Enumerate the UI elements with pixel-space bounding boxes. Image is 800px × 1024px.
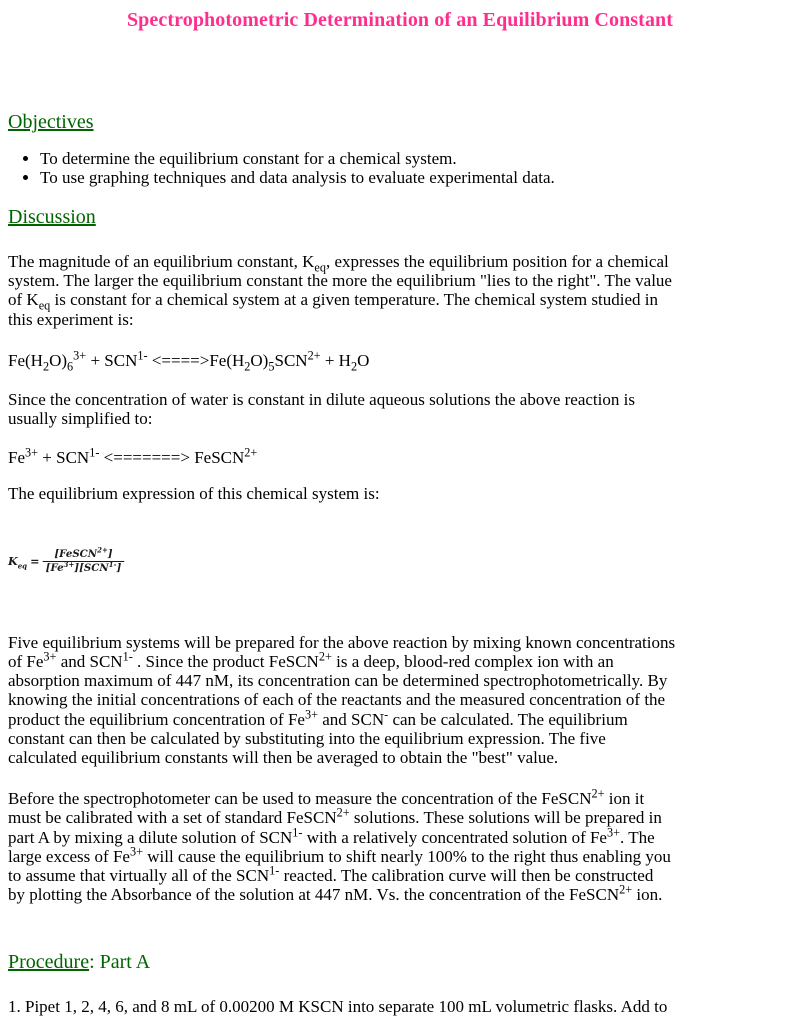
text-fragment: , expresses the equilibrium position for a chemical [325,252,669,271]
superscript: 1- [122,649,133,664]
text-fragment: <====>Fe(H [147,350,245,370]
spacer [8,329,800,351]
heading-discussion [0,205,800,230]
superscript: 2+ [97,546,108,555]
superscript: 2+ [244,445,258,460]
paragraph-five-systems-line7: calculated equilibrium constants will then be averaged to obtain the "best" value. [8,748,559,768]
superscript: 2+ [336,805,350,820]
text-fragment: to assume that virtually all of the SCN [8,866,270,886]
heading-discussion-label: Discussion [8,206,96,228]
superscript: 3+ [43,649,57,664]
paragraph-calibration-line4 [8,844,800,866]
subscript: eq [17,561,28,570]
spacer [8,370,800,390]
paragraph-calibration-line3 [8,825,800,847]
objectives-list [0,149,800,187]
superscript: 1- [137,348,148,363]
discussion-body [0,252,800,503]
text-fragment: [FeSCN [54,548,98,560]
title-spacer [0,32,800,110]
subscript: 2 [350,359,358,374]
spacer [0,187,800,205]
spacer [0,975,800,997]
heading-procedure [0,950,800,975]
text-fragment: product the equilibrium concentration of Fe [8,709,305,729]
text-fragment: Fe(H [8,350,43,370]
superscript: 1- [89,445,100,460]
keq-fraction [43,546,125,575]
superscript: 2+ [307,348,321,363]
superscript: 2+ [591,786,605,801]
paragraph-five-systems-line4: knowing the initial concentrations of each of the reactants and the measured concentration of the [8,690,666,710]
superscript: 3+ [73,348,87,363]
subscript: 2 [244,359,251,374]
text-fragment: of K [8,290,39,310]
heading-objectives [0,110,800,135]
subscript: eq [38,298,51,313]
paragraph-five-systems-line5 [8,706,800,729]
paragraph-calibration-line6 [8,882,800,905]
superscript: - [384,706,389,721]
paragraph-keq-intro-line4: this experiment is: [8,309,134,329]
superscript: 2+ [318,649,332,664]
heading-objectives-label: Objectives [8,111,94,133]
spacer [8,428,800,448]
equation-simplified [8,445,800,468]
text-fragment: O) [250,350,269,370]
text-fragment: Before the spectrophotometer can be used to measure the concentration of the FeSCN [8,789,592,809]
text-fragment: . The [620,827,655,847]
paragraph-keq-intro-line1 [8,252,800,275]
keq-formula-image [8,546,124,575]
text-fragment: with a relatively concentrated solution of Fe [302,827,607,847]
paragraph-calibration-line1 [8,786,800,809]
procedure-step-1: 1. Pipet 1, 2, 4, 6, and 8 mL of 0.00200 M KSCN into separate 100 mL volumetric flasks. Add to [8,997,668,1017]
paragraph-calibration-line2 [8,805,800,828]
superscript: 3+ [304,706,318,721]
superscript: 1- [269,863,280,878]
keq-denominator [43,561,125,574]
text-fragment: [Fe [45,563,64,575]
list-item: • To determine the equilibrium constant for a chemical system. [40,149,800,168]
subscript: 2 [42,359,50,374]
text-fragment: ] [107,548,113,560]
text-fragment: O) [49,350,68,370]
heading-procedure-part: : Part A [89,951,151,974]
text-fragment: and SCN [317,709,385,729]
heading-procedure-label: Procedure [8,951,90,974]
superscript: 3+ [129,844,143,859]
paragraph-simplify-line2: usually simplified to: [8,409,153,429]
keq-numerator [43,546,125,561]
spacer [0,595,800,633]
subscript: eq [314,260,326,275]
subscript: 5 [268,359,275,374]
superscript: 1- [108,560,117,569]
text-fragment: will cause the equilibrium to shift nearly 100% to the right thus enabling you [142,846,671,866]
keq-lhs [8,555,29,568]
text-fragment: can be calculated. The equilibrium [388,709,628,729]
paragraph-five-systems-line6: constant can then be calculated by substituting into the equilibrium expression. The five [8,728,606,748]
equation-hydrated-complex [8,348,800,374]
paragraph-five-systems-line3: absorption maximum of 447 nM, its concentration can be determined spectrophotometrically. By [8,671,668,691]
text-fragment: . Since the product FeSCN [132,652,319,672]
spacer [0,503,800,549]
spacer [0,904,800,950]
superscript: 3+ [25,445,39,460]
text-fragment: The magnitude of an equilibrium constant, K [8,252,315,271]
superscript: 2+ [619,882,633,897]
text-fragment: reacted. The calibration curve will then be constructed [279,866,654,886]
paragraph-five-systems-line1: Five equilibrium systems will be prepared for the above reaction by mixing known concentrations [8,632,676,652]
paragraph-five-systems-line2 [8,649,800,672]
text-fragment: part A by mixing a dilute solution of SCN [8,827,293,847]
procedure-body [0,997,800,1016]
spacer [8,767,800,789]
discussion-body-2 [0,633,800,905]
keq-equals-sign: = [30,554,40,568]
text-fragment: K [8,554,18,568]
text-fragment: ion it [604,789,645,809]
text-fragment: and SCN [56,652,123,672]
text-fragment: Fe [8,448,25,468]
spacer [0,135,800,149]
subscript: 6 [67,359,74,374]
superscript: 3+ [606,825,621,839]
text-fragment: <=======> FeSCN [99,448,245,468]
paragraph-expression-intro: The equilibrium expression of this chemical system is: [8,483,380,503]
text-fragment: is constant for a chemical system at a given temperature. The chemical system studied in [50,290,658,310]
paragraph-simplify-line1: Since the concentration of water is constant in dilute aqueous solutions the above reaction is [8,390,635,410]
list-item: • To use graphing techniques and data analysis to evaluate experimental data. [40,168,800,187]
text-fragment: ion. [632,885,663,905]
text-fragment: + H [320,350,351,370]
keq-expression-figure [0,546,800,595]
text-fragment: SCN [274,350,308,370]
text-fragment: must be calibrated with a set of standard FeSCN [8,808,337,828]
paragraph-keq-intro-line2: system. The larger the equilibrium constant the more the equilibrium "lies to the right". The value [8,271,672,291]
text-fragment: solutions. These solutions will be prepared in [349,808,662,828]
text-fragment: large excess of Fe [8,846,130,866]
page-title: Spectrophotometric Determination of an Equilibrium Constant [126,9,674,31]
spacer [8,468,800,484]
paragraph-keq-intro-line3 [8,290,800,313]
text-fragment: by plotting the Absorbance of the solution at 447 nM. Vs. the concentration of the FeSCN [8,885,620,905]
text-fragment: ][SCN [74,563,109,575]
text-fragment: + SCN [38,448,90,468]
text-fragment: + SCN [86,350,138,370]
paragraph-calibration-line5 [8,863,800,886]
text-fragment: is a deep, blood-red complex ion with an [331,652,614,672]
superscript: 3+ [63,560,75,569]
text-fragment: of Fe [8,652,44,672]
superscript: 1- [292,825,303,839]
spacer [0,230,800,252]
text-fragment: ] [116,563,122,575]
text-fragment: O [357,350,370,370]
